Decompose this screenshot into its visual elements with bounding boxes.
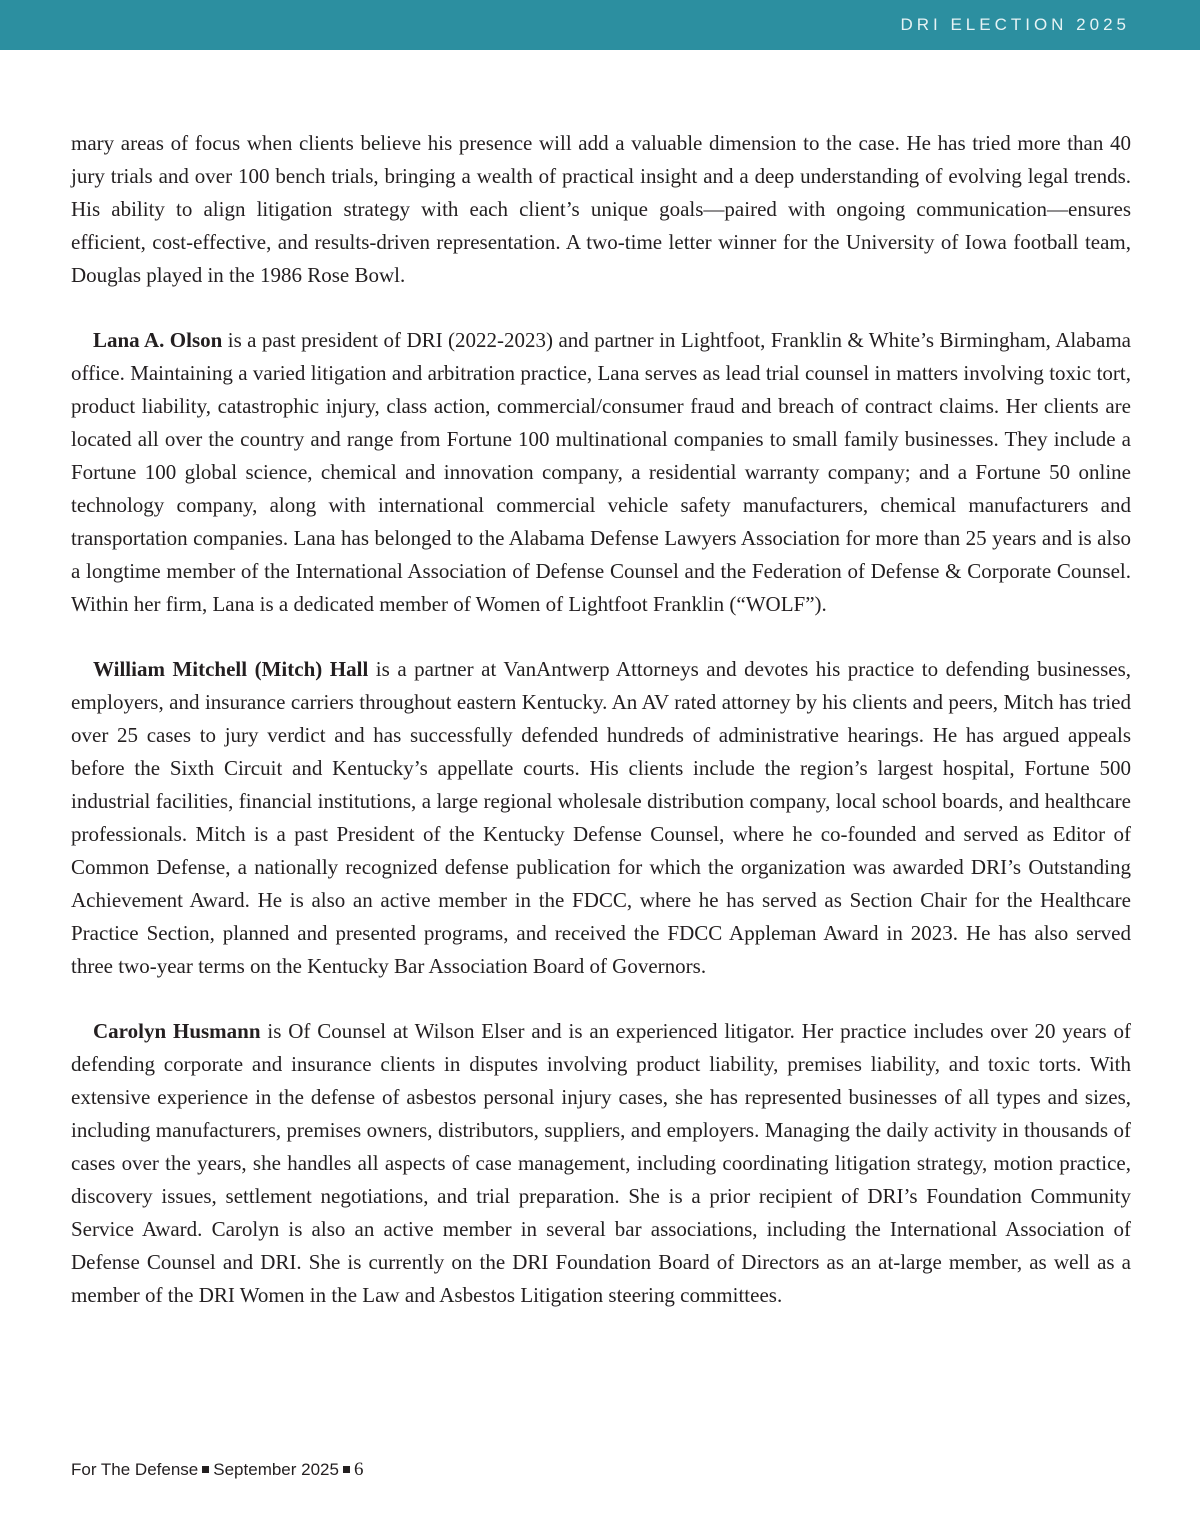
article-body bbox=[71, 127, 1131, 1344]
paragraph-text: is Of Counsel at Wilson Elser and is an experienced litigator. Her practice includes over 20 years of defending corporate and insurance clients in disputes involving product liability, premises liability, and toxic torts. With extensive experience in the defense of asbestos personal injury cases, she has represented businesses of all types and sizes, including manufacturers, premises owners, distributors, suppliers, and employers. Managing the daily activity in thousands of cases over the years, she handles all aspects of case management, including coordinating litigation strategy, motion practice, discovery issues, settlement negotiations, and trial preparation. She is a prior recipient of DRI’s Foundation Community Service Award. Carolyn is also an active member in several bar associations, including the International Association of Defense Counsel and DRI. She is currently on the DRI Foundation Board of Directors as an at-large member, as well as a member of the DRI Women in the Law and Asbestos Litigation steering committees. bbox=[71, 1019, 1131, 1307]
paragraph-mitch-hall bbox=[71, 653, 1131, 983]
candidate-name: William Mitchell (Mitch) Hall bbox=[93, 657, 369, 681]
paragraph-carolyn-husmann bbox=[71, 1015, 1131, 1312]
paragraph-text: is a partner at VanAntwerp Attorneys and devotes his practice to defending businesses, employers, and insurance carriers throughout eastern Kentucky. An AV rated attorney by his clients and peers, Mitch has tried over 25 cases to jury verdict and has successfully defended hundreds of administrative hearings. He has argued appeals before the Sixth Circuit and Kentucky’s appellate courts. His clients include the region’s largest hospital, Fortune 500 industrial facilities, financial institutions, a large regional wholesale distribution company, local school boards, and healthcare professionals. Mitch is a past President of the Kentucky Defense Counsel, where he co-founded and served as Editor of Common Defense, a nationally recognized defense publication for which the organization was awarded DRI’s Outstanding Achievement Award. He is also an active member in the FDCC, where he has served as Section Chair for the Healthcare Practice Section, planned and presented programs, and received the FDCC Appleman Award in 2023. He has also served three two-year terms on the Kentucky Bar Association Board of Governors. bbox=[71, 657, 1131, 978]
candidate-name: Carolyn Husmann bbox=[93, 1019, 261, 1043]
square-bullet-icon bbox=[343, 1466, 350, 1473]
square-bullet-icon bbox=[202, 1466, 209, 1473]
page-footer bbox=[71, 1459, 363, 1481]
paragraph-lana-olson bbox=[71, 324, 1131, 621]
banner-title: DRI ELECTION 2025 bbox=[900, 15, 1130, 34]
paragraph-text: mary areas of focus when clients believe his presence will add a valuable dimension to the case. He has tried more than 40 jury trials and over 100 bench trials, bringing a wealth of practical insight and a deep understanding of evolving legal trends. His ability to align litigation strategy with each client’s unique goals—paired with ongoing communication—ensures efficient, cost-effective, and results-driven representation. A two-time letter winner for the University of Iowa football team, Douglas played in the 1986 Rose Bowl. bbox=[71, 131, 1131, 287]
page-number: 6 bbox=[353, 1459, 364, 1480]
header-banner bbox=[0, 0, 1200, 50]
footer-date: September 2025 bbox=[213, 1460, 339, 1479]
paragraph-text: is a past president of DRI (2022-2023) and partner in Lightfoot, Franklin & White’s Birmingham, Alabama office. Maintaining a varied litigation and arbitration practice, Lana serves as lead trial counsel in matters involving toxic tort, product liability, catastrophic injury, class action, commercial/consumer fraud and breach of contract claims. Her clients are located all over the country and range from Fortune 100 multinational companies to small family businesses. They include a Fortune 100 global science, chemical and innovation company, a residential warranty company; and a Fortune 50 online technology company, along with international commercial vehicle safety manufacturers, chemical manufacturers and transportation companies. Lana has belonged to the Alabama Defense Lawyers Association for more than 25 years and is also a longtime member of the International Association of Defense Counsel and the Federation of Defense & Corporate Counsel. Within her firm, Lana is a dedicated member of Women of Lightfoot Franklin (“WOLF”). bbox=[71, 328, 1131, 616]
footer-publication: For The Defense bbox=[71, 1460, 199, 1479]
paragraph-continuation bbox=[71, 127, 1131, 292]
candidate-name: Lana A. Olson bbox=[93, 328, 223, 352]
